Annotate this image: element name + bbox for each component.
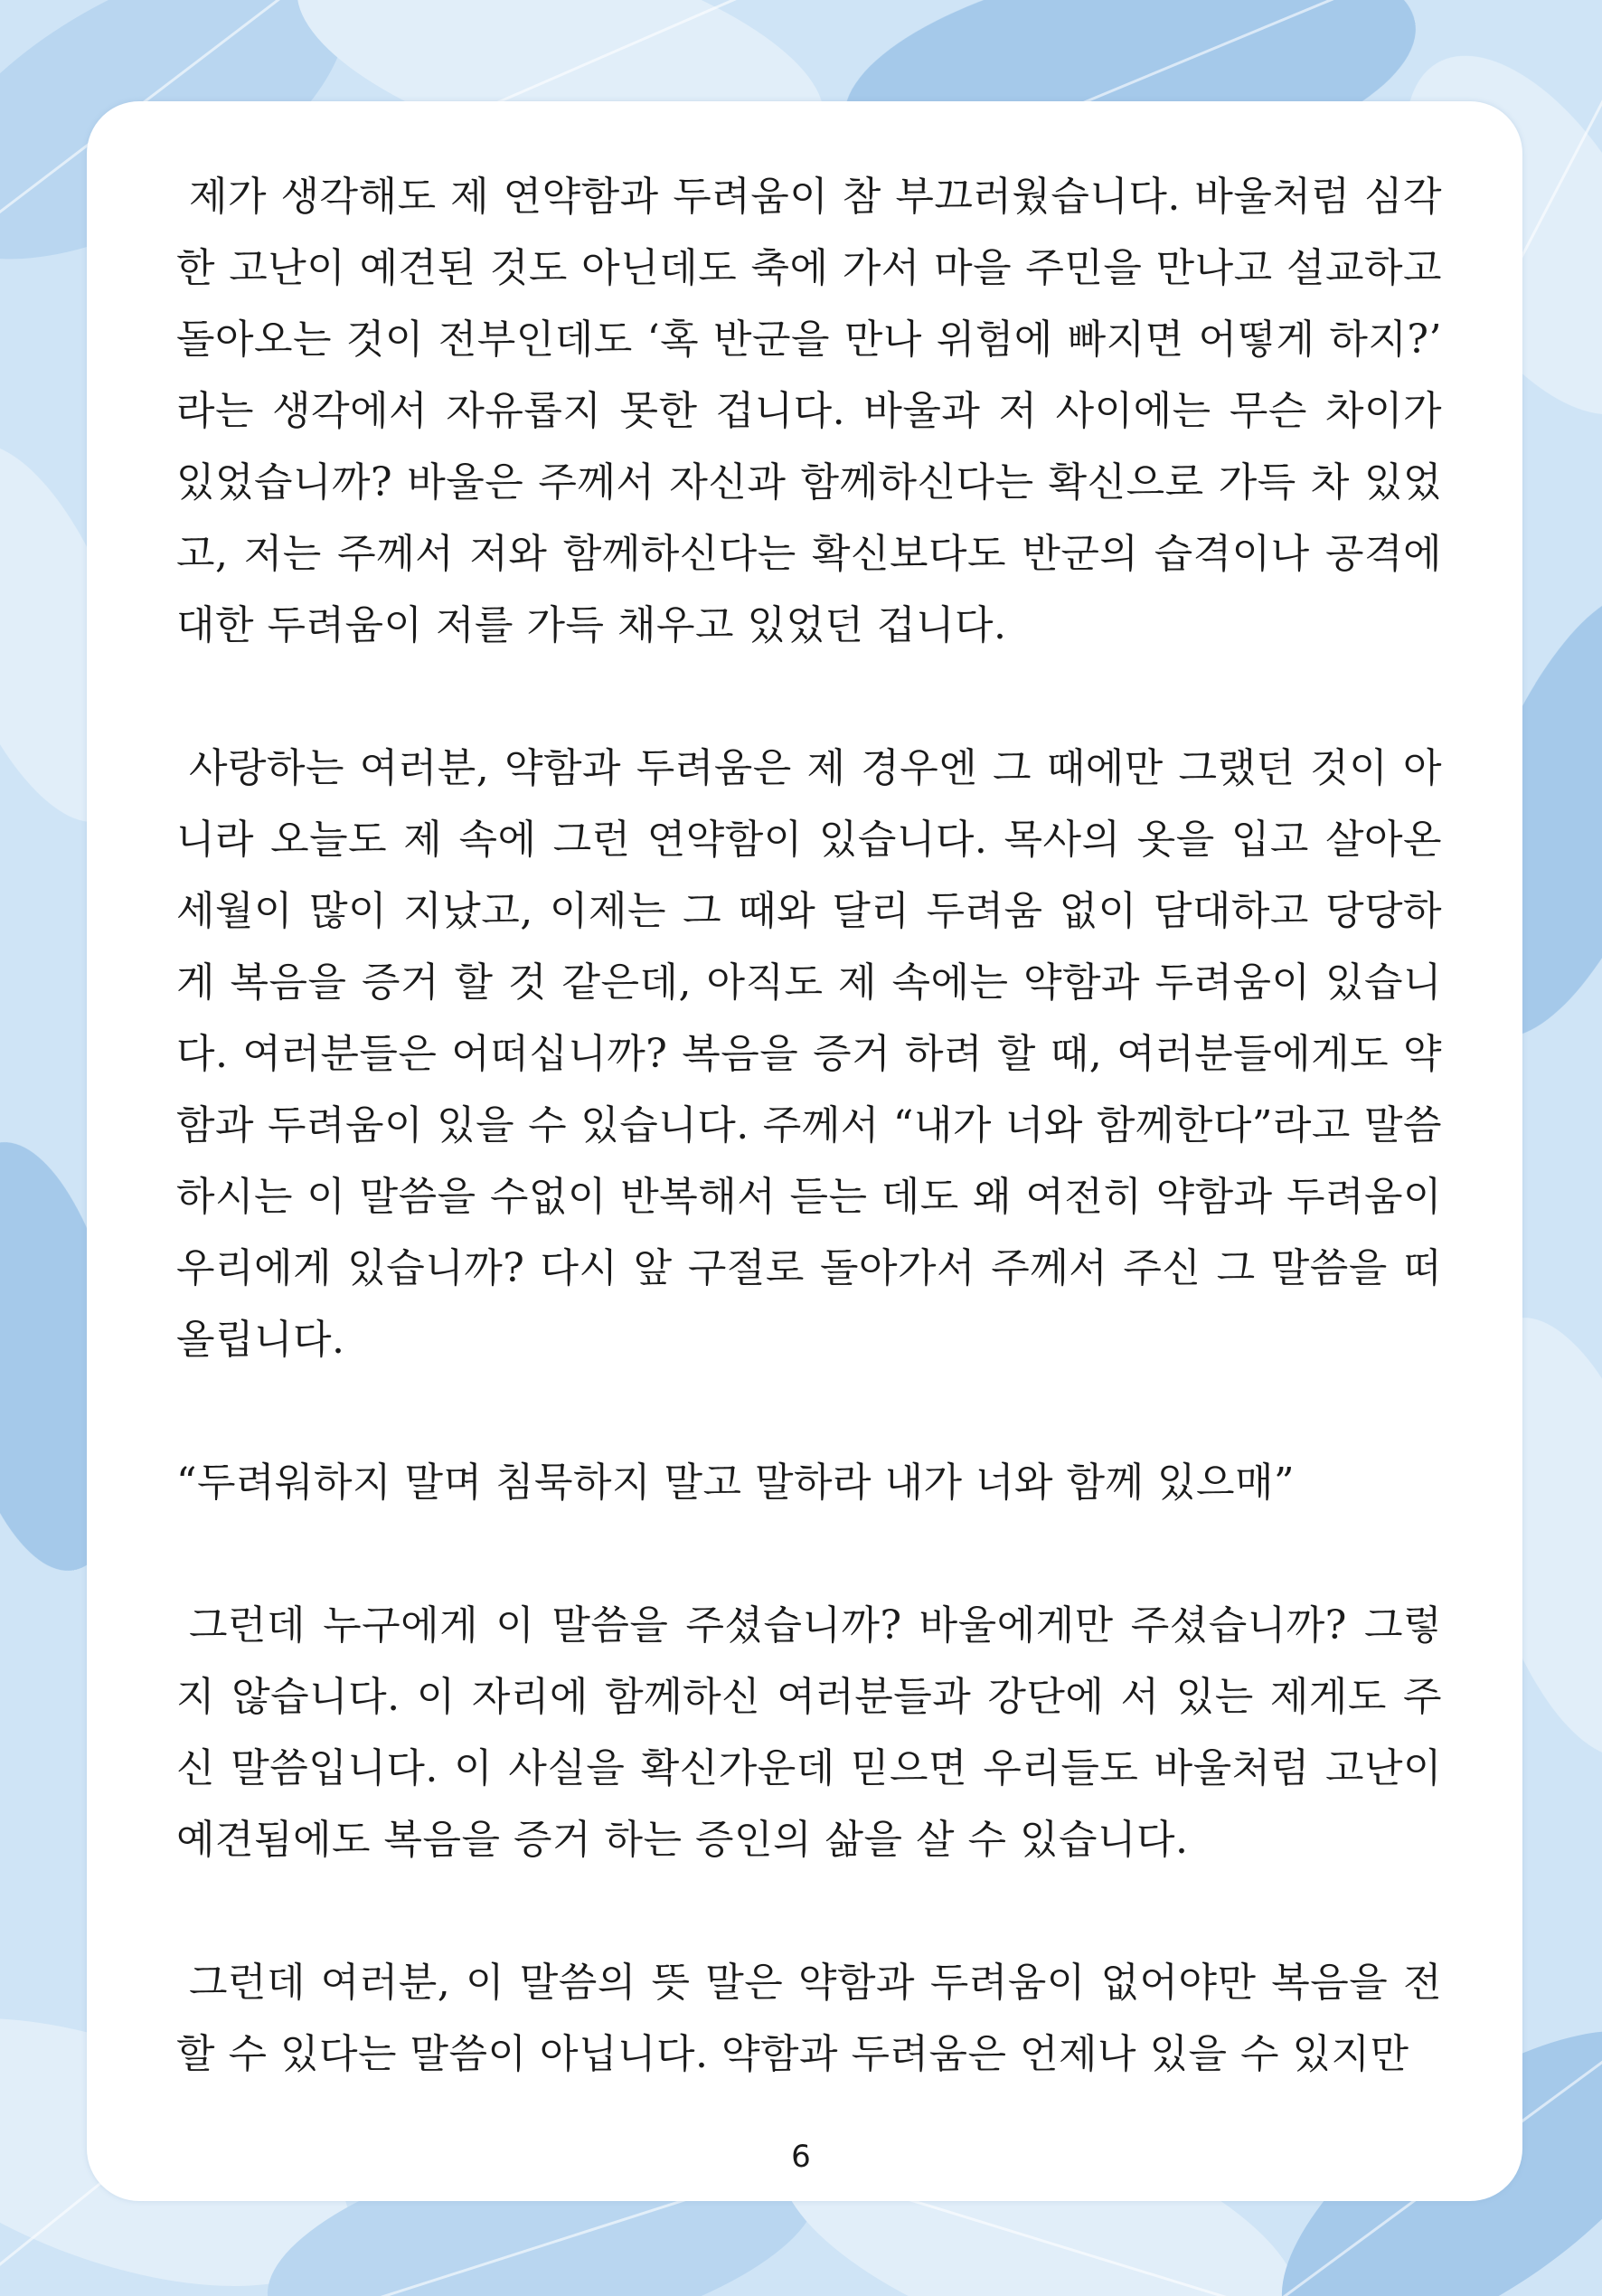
body-text <box>176 161 1442 2090</box>
paragraph-2: 사랑하는 여러분, 약함과 두려움은 제 경우엔 그 때에만 그랬던 것이 아니라 오늘도 제 속에 그런 연약함이 있습니다. 목사의 옷을 입고 살아온 세월이 많이 지났고, 이제는 그 때와 달리 두려움 없이 담대하고 당당하게 복음을 증거 할 것 같은데, 아직도 제 속에는 약함과 두려움이 있습니다. 여러분들은 어떠십니까? 복음을 증거 하려 할 때, 여러분들에게도 약함과 두려움이 있을 수 있습니다. 주께서 “내가 너와 함께한다”라고 말씀하시는 이 말씀을 수없이 반복해서 듣는 데도 왜 여전히 약함과 두려움이 우리에게 있습니까? 다시 앞 구절로 돌아가서 주께서 주신 그 말씀을 떠올립니다. <box>176 745 1442 1363</box>
paragraph-3: 그런데 누구에게 이 말씀을 주셨습니까? 바울에게만 주셨습니까? 그렇지 않습니다. 이 자리에 함께하신 여러분들과 강단에 서 있는 제게도 주신 말씀입니다. 이 사실을 확신가운데 믿으면 우리들도 바울처럼 고난이 예견됨에도 복음을 증거 하는 증인의 삶을 살 수 있습니다. <box>176 1602 1442 1863</box>
page-number: 6 <box>791 2139 811 2175</box>
paragraph-4: 그런데 여러분, 이 말씀의 뜻 말은 약함과 두려움이 없어야만 복음을 전할 수 있다는 말씀이 아닙니다. 약함과 두려움은 언제나 있을 수 있지만 <box>176 1960 1442 2077</box>
scripture-quote: “두려워하지 말며 침묵하지 말고 말하라 내가 너와 함께 있으매” <box>176 1460 1295 1506</box>
paragraph-1: 제가 생각해도 제 연약함과 두려움이 참 부끄러웠습니다. 바울처럼 심각한 고난이 예견된 것도 아닌데도 축에 가서 마을 주민을 만나고 설교하고 돌아오는 것이 전부인데도 ‘혹 반군을 만나 위험에 빠지면 어떻게 하지?’ 라는 생각에서 자유롭지 못한 겁니다. 바울과 저 사이에는 무슨 차이가 있었습니까? 바울은 주께서 자신과 함께하신다는 확신으로 가득 차 있었고, 저는 주께서 저와 함께하신다는 확신보다도 반군의 습격이나 공격에 대한 두려움이 저를 가득 채우고 있었던 겁니다. <box>176 174 1442 648</box>
